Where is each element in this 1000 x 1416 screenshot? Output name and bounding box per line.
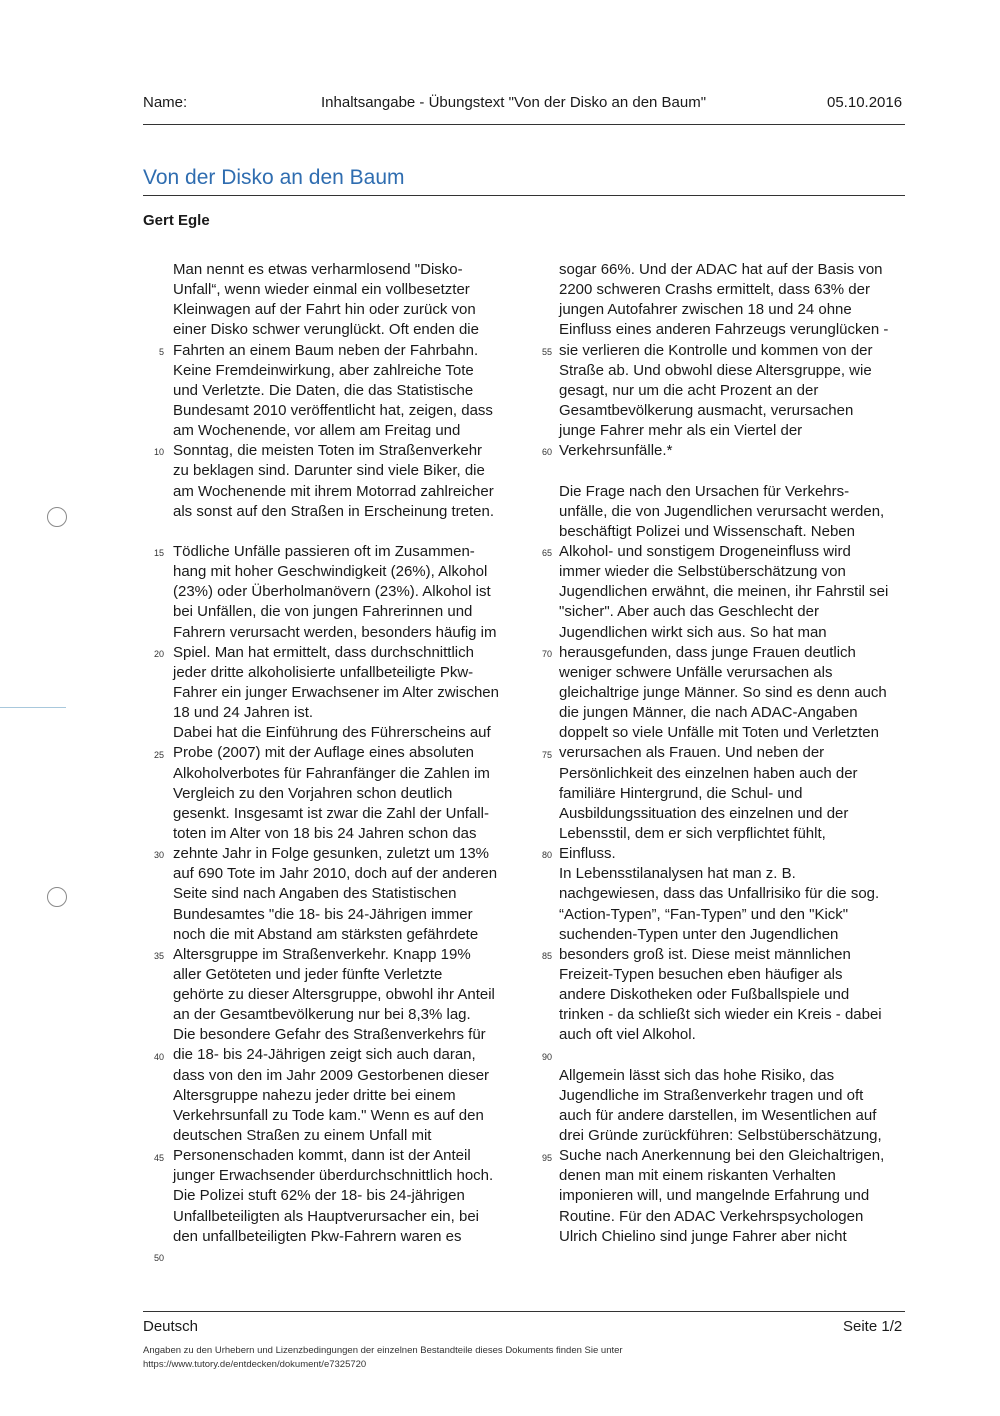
text-line: Alkohol- und sonstigem Drogeneinfluss wird: [559, 542, 851, 560]
line-number: 80: [541, 850, 552, 861]
title-divider: [143, 195, 905, 196]
text-line: Die Frage nach den Ursachen für Verkehrs-: [559, 482, 850, 500]
text-line: gesenkt. Insgesamt ist zwar die Zahl der Unfall-: [173, 804, 489, 822]
line-number: 5: [158, 346, 164, 357]
text-line: Man nennt es etwas verharmlosend "Disko-: [173, 261, 463, 278]
text-line: gesagt, nur um die acht Prozent an der: [559, 381, 819, 399]
text-line: Ausbildungssituation des einzelnen und der: [559, 804, 849, 822]
text-line: denen man mit einem riskanten Verhalten: [559, 1167, 836, 1185]
text-line: junge Fahrer mehr als ein Viertel der: [559, 422, 803, 440]
text-line: jungen Autofahrer zwischen 18 und 24 ohne: [559, 301, 852, 319]
text-line: nachgewiesen, dass das Unfallrisiko für die sog.: [559, 885, 880, 903]
text-line: Allgemein lässt sich das hohe Risiko, das: [559, 1066, 835, 1084]
text-line: “Action-Typen”, “Fan-Typen” und den "Kick": [559, 905, 849, 923]
text-line: Unfall“, wenn wieder einmal ein vollbesetzter: [173, 281, 470, 299]
fold-mark: [0, 707, 66, 708]
text-line: Personenschaden kommt, dann ist der Anteil: [173, 1147, 471, 1165]
line-number: 20: [153, 648, 164, 659]
text-line: familiäre Hintergrund, die Schul- und: [559, 784, 803, 802]
text-line: zu beklagen sind. Darunter sind viele Biker, die: [173, 462, 485, 480]
text-line: Einfluss.: [559, 845, 616, 863]
text-line: noch die mit Abstand am stärksten gefährdete: [173, 925, 479, 943]
line-number: 25: [153, 749, 164, 760]
text-line: auch oft viel Alkohol.: [559, 1026, 696, 1044]
header-divider: [143, 124, 905, 125]
text-line: andere Diskotheken oder Fußballspiele und: [559, 986, 850, 1004]
text-line: 18 und 24 Jahren ist.: [173, 704, 314, 722]
text-line: Altersgruppe nahezu jeder dritte bei einem: [173, 1086, 456, 1104]
name-label: Name:: [143, 94, 188, 111]
punch-hole-bottom: [47, 887, 67, 907]
text-line: [173, 522, 525, 542]
text-line: Jugendlichen erwähnt, die meinen, ihr Fahrstil sei: [559, 583, 889, 601]
text-line: Fahrten an einem Baum neben der Fahrbahn.: [173, 341, 479, 359]
text-line: Altersgruppe im Straßenverkehr. Knapp 19%: [173, 945, 471, 963]
text-line: Verkehrsunfälle.*: [559, 442, 673, 460]
text-line: Lebensstil, dem er sich verpflichtet fühlt,: [559, 824, 826, 842]
text-line: Gesamtbevölkerung ausmacht, verursachen: [559, 401, 854, 419]
text-line: aller Getöteten und jeder fünfte Verletzte: [173, 965, 443, 983]
footer-page-number: Seite 1/2: [843, 1318, 903, 1335]
text-line: gehörte zu dieser Altersgruppe, obwohl ihr Anteil: [173, 986, 495, 1004]
text-line: weniger schwere Unfälle verursachen als: [559, 663, 833, 681]
text-line: Jugendlichen wirkt sich aus. So hat man: [559, 623, 827, 641]
text-line: einer Disko schwer verunglückt. Oft enden die: [173, 321, 479, 339]
text-line: bei Unfällen, die von jungen Fahrerinnen und: [173, 603, 473, 621]
line-number: 40: [153, 1051, 164, 1062]
text-line: Seite sind nach Angaben des Statistischen: [173, 885, 457, 903]
line-number: 10: [153, 447, 164, 458]
text-column-left: [173, 260, 525, 1267]
text-line: Alkoholverbotes für Fahranfänger die Zahlen im: [173, 764, 490, 782]
line-number: 75: [541, 749, 552, 760]
line-number: 30: [153, 850, 164, 861]
text-line: junger Erwachsender überdurchschnittlich hoch.: [173, 1167, 494, 1185]
license-text: Angaben zu den Urhebern und Lizenzbedingungen der einzelnen Bestandteile dieses Dokuments finden Sie unter: [143, 1345, 623, 1356]
article-title: Von der Disko an den Baum: [143, 166, 405, 189]
line-number: 15: [153, 548, 164, 559]
text-line: Ulrich Chielino sind junge Fahrer aber nicht: [559, 1227, 847, 1245]
text-line: Unfallbeteiligten als Hauptverursacher ein, bei: [173, 1207, 480, 1225]
line-number: 50: [153, 1253, 164, 1264]
text-line: [559, 461, 911, 481]
text-line: deutschen Straßen zu einem Unfall mit: [173, 1127, 432, 1145]
text-column-right: [559, 260, 911, 1247]
line-number: 55: [541, 346, 552, 357]
text-line: beschäftigt Polizei und Wissenschaft. Neben: [559, 522, 855, 540]
text-line: am Wochenende, vor allem am Freitag und: [173, 422, 461, 440]
text-line: Freizeit-Typen besuchen eben häufiger als: [559, 965, 843, 983]
line-number: 85: [541, 951, 552, 962]
text-line: trinken - da schließt sich wieder ein Kreis - dabei: [559, 1006, 882, 1024]
text-line: Tödliche Unfälle passieren oft im Zusammen-: [173, 542, 475, 560]
text-line: imponieren will, und mangelnde Erfahrung und: [559, 1187, 870, 1205]
text-line: herausgefunden, dass junge Frauen deutlich: [559, 643, 856, 661]
text-line: [559, 1045, 911, 1065]
text-line: Persönlichkeit des einzelnen haben auch der: [559, 764, 858, 782]
text-line: Kleinwagen auf der Fahrt hin oder zurück von: [173, 301, 476, 319]
text-line: Bundesamtes "die 18- bis 24-Jährigen immer: [173, 905, 473, 923]
footer-subject: Deutsch: [143, 1318, 199, 1335]
text-line: Vergleich zu den Vorjahren schon deutlich: [173, 784, 453, 802]
text-line: zehnte Jahr in Folge gesunken, zuletzt um 13%: [173, 845, 490, 863]
text-line: Suche nach Anerkennung bei den Gleichaltrigen,: [559, 1147, 885, 1165]
text-line: [173, 1247, 525, 1267]
document-date: 05.10.2016: [827, 94, 903, 111]
text-line: doppelt so viele Unfälle mit Toten und Verletzten: [559, 724, 879, 742]
article-author: Gert Egle: [143, 212, 210, 229]
text-line: "sicher". Aber auch das Geschlecht der: [559, 603, 819, 621]
text-line: besonders groß ist. Diese meist männlichen: [559, 945, 851, 963]
line-number: 65: [541, 548, 552, 559]
text-line: suchenden-Typen unter den Jugendlichen: [559, 925, 839, 943]
text-line: hang mit hoher Geschwindigkeit (26%), Alkohol: [173, 563, 488, 581]
text-line: verursachen als Frauen. Und neben der: [559, 744, 825, 762]
text-line: auch für andere darstellen, im Wesentlichen auf: [559, 1106, 877, 1124]
line-number: 95: [541, 1152, 552, 1163]
text-line: sogar 66%. Und der ADAC hat auf der Basis von: [559, 261, 883, 278]
text-line: Sonntag, die meisten Toten im Straßenverkehr: [173, 442, 483, 460]
footer-divider: [143, 1311, 905, 1312]
text-line: Einfluss eines anderen Fahrzeugs verunglücken -: [559, 321, 889, 339]
text-line: In Lebensstilanalysen hat man z. B.: [559, 865, 796, 883]
text-line: die jungen Männer, die nach ADAC-Angaben: [559, 704, 858, 722]
text-line: Verkehrsunfall zu Tode kam." Wenn es auf den: [173, 1106, 484, 1124]
punch-hole-top: [47, 507, 67, 527]
text-line: sie verlieren die Kontrolle und kommen von der: [559, 341, 873, 359]
text-line: Spiel. Man hat ermittelt, dass durchschnittlich: [173, 643, 474, 661]
text-line: Dabei hat die Einführung des Führerscheins auf: [173, 724, 491, 742]
text-line: an der Gesamtbevölkerung nur bei 8,3% lag.: [173, 1006, 471, 1024]
text-line: unfälle, die von Jugendlichen verursacht werden,: [559, 502, 885, 520]
document-title: Inhaltsangabe - Übungstext "Von der Disko an den Baum": [321, 94, 707, 111]
text-line: Fahrer ein junger Erwachsener im Alter zwischen: [173, 683, 499, 701]
line-number: 35: [153, 951, 164, 962]
text-line: Jugendliche im Straßenverkehr tragen und oft: [559, 1086, 864, 1104]
text-line: als sonst auf den Straßen in Erscheinung treten.: [173, 502, 495, 520]
text-line: gleichaltrige junge Männer. So sind es denn auch: [559, 683, 887, 701]
text-line: drei Gründe zurückführen: Selbstüberschätzung,: [559, 1127, 882, 1145]
license-note: [143, 1344, 903, 1372]
line-number: 60: [541, 447, 552, 458]
text-line: am Wochenende mit ihrem Motorrad zahlreicher: [173, 482, 494, 500]
line-number: 70: [541, 648, 552, 659]
text-line: dass von den im Jahr 2009 Gestorbenen dieser: [173, 1066, 490, 1084]
line-number: 45: [153, 1152, 164, 1163]
text-line: und Verletzte. Die Daten, die das Statistische: [173, 381, 474, 399]
text-line: jeder dritte alkoholisierte unfallbeteiligte Pkw-: [173, 663, 474, 681]
text-line: toten im Alter von 18 bis 24 Jahren schon das: [173, 824, 477, 842]
text-line: Die Polizei stuft 62% der 18- bis 24-jährigen: [173, 1187, 465, 1205]
text-line: Probe (2007) mit der Auflage eines absoluten: [173, 744, 475, 762]
license-url[interactable]: https://www.tutory.de/entdecken/dokument/e7325720: [143, 1359, 367, 1370]
text-line: Straße ab. Und obwohl diese Altersgruppe, wie: [559, 361, 872, 379]
text-line: Routine. Für den ADAC Verkehrspsychologen: [559, 1207, 864, 1225]
text-line: auf 690 Tote im Jahr 2010, doch auf der anderen: [173, 865, 498, 883]
text-line: Keine Fremdeinwirkung, aber zahlreiche Tote: [173, 361, 474, 379]
text-line: Bundesamt 2010 veröffentlicht hat, zeigen, dass: [173, 401, 493, 419]
text-line: den unfallbeteiligten Pkw-Fahrern waren es: [173, 1227, 462, 1245]
text-line: Die besondere Gefahr des Straßenverkehrs für: [173, 1026, 486, 1044]
text-line: (23%) oder Überholmanövern (23%). Alkohol ist: [173, 583, 491, 601]
line-number: 90: [541, 1051, 552, 1062]
text-line: die 18- bis 24-Jährigen zeigt sich auch daran,: [173, 1046, 476, 1064]
text-line: immer wieder die Selbstüberschätzung von: [559, 563, 846, 581]
text-line: Fahrern verursacht werden, besonders häufig im: [173, 623, 497, 641]
text-line: 2200 schweren Crashs ermittelt, dass 63% der: [559, 281, 870, 299]
